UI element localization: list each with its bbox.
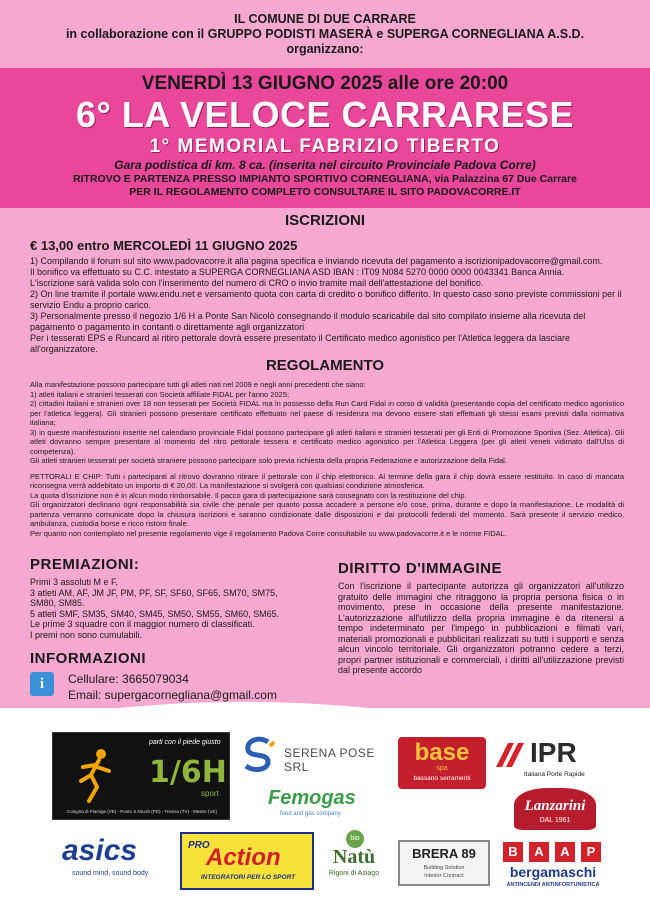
baap-letter: A — [529, 842, 549, 862]
baap-letter: B — [503, 842, 523, 862]
sponsor-sub: food and gas company — [280, 811, 341, 817]
awards-line: 5 atleti SMF, SM35, SM40, SM45, SM50, SM55, SM60, SM65. — [30, 608, 280, 619]
bio-badge: bio — [346, 830, 364, 848]
sponsor-sub: bassano serramenti — [413, 775, 471, 782]
info-icon: i — [30, 672, 54, 696]
sponsor-pro: PRO — [188, 840, 210, 851]
registration-line: 1) Compilando il forum sul sito www.padovacorre.it alla pagina specifica e inviando ricevuta del pagamento a iscrizionipadovacorre@gmail.com. — [30, 256, 603, 266]
rules-text — [30, 380, 624, 538]
sponsor-logo-lanzarini — [506, 788, 604, 834]
sponsor-name: Natù — [332, 846, 376, 868]
rules-line: 1) atleti italiani e stranieri tesserati con Società affiliate FIDAL per l'anno 2025; — [30, 389, 290, 399]
sponsor-sub: Italiana Porte Rapide — [524, 771, 585, 778]
baap-letter: A — [555, 842, 575, 862]
sponsor-name: BRERA 89 — [412, 846, 476, 861]
sponsor-sub: sport — [201, 789, 219, 798]
serena-mark-icon — [240, 736, 276, 772]
sponsor-sub: Rigoni di Asiago — [328, 870, 380, 877]
registration-line: Per i tesserati EPS e Runcard al ritiro pettorale dovrà essere presentato il Certificato medico agonistico per l'Atletica leggera da lasciare all'organizzatore. — [30, 333, 570, 354]
premiazioni-heading: PREMIAZIONI: — [30, 556, 140, 573]
awards-text — [30, 577, 302, 640]
registration-line: 3) Personalmente presso il negozio 1/6 H a Ponte San Nicolò consegnando il modulo scaricabile dal sito compilato insieme alla ricevuta del pagamento o pagamento in contanti o direttamente agli organizzatori — [30, 311, 586, 332]
registration-text — [30, 256, 624, 355]
ipr-mark-icon — [494, 741, 528, 769]
organizer-line-2: in collaborazione con il GRUPPO PODISTI MASERÀ e SUPERGA CORNEGLIANA A.S.D. — [65, 27, 585, 41]
rules-line: La quota d'iscrizione non è in alcun modo rimborsabile. Il pacco gara di partecipazione sarà consegnato con la restituzione del chip. — [30, 490, 467, 500]
sponsor-logo-base — [398, 737, 486, 789]
rules-line: Gli atleti stranieri tesserati per società straniere possono partecipare solo previa richiesta della propria Federazione e autorizzazione della Fidal. — [30, 456, 507, 465]
memorial-subtitle: 1° MEMORIAL FABRIZIO TIBERTO — [149, 136, 501, 157]
sponsor-logo-natu — [322, 830, 386, 894]
awards-line: I premi non sono cumulabili. — [30, 629, 143, 640]
registration-line: 2) On line tramite il portale www.endu.net e versamento quota con carta di credito o bonifico differito. In questo caso sono previste commissioni per il servizio Endu a proprio carico. — [30, 289, 622, 310]
sponsor-name: 1/6H — [149, 755, 227, 790]
registration-line: L'iscrizione sarà valida solo con l'inserimento del numero di CRO o invio tramite mail dell'attestazione del bonifico. — [30, 278, 484, 288]
sponsor-spa: spa — [436, 765, 448, 772]
image-rights-text: Con l'iscrizione il partecipante autorizza gli organizzatori all'utilizzo gratuito delle immagini che ritraggono la propria persona fisica o in movimento, prese in occasione della presente manifestazione. L'autorizzazione all'utilizzo della propria immagine è da ritenersi a tempo indeterminato per l'impego in pubblicazioni e filmati vari, materiali promozionali e pubblicitari realizzati su tutti i supporti e senza alcun vincolo territoriale. Gli organizzatori potranno cedere a terzi, propri partner istituzionali e commerciali, i diritti all'utilizzazione previsti dal presente accordo — [338, 581, 624, 675]
registration-price: € 13,00 entro MERCOLEDÌ 11 GIUGNO 2025 — [30, 238, 298, 253]
organizer-line-3: organizzano: — [286, 42, 364, 56]
sponsor-sub: ANTINCENDI ANTINFORTUNISTICA — [506, 882, 600, 888]
informazioni-heading: INFORMAZIONI — [30, 650, 146, 667]
awards-line: Primi 3 assoluti M e F, — [30, 577, 119, 587]
sponsor-tagline: parti con il piede giusto — [149, 739, 221, 746]
sponsor-logo-asics — [50, 830, 182, 880]
diritto-heading: DIRITTO D'IMMAGINE — [338, 560, 502, 577]
contact-phone[interactable]: Cellulare: 3665079034 — [68, 672, 189, 686]
awards-line: 3 atleti AM, AF, JM JF, PM, PF, SF, SF60, SF65, SM70, SM75, SM80, SM85. — [30, 587, 278, 608]
sponsor-logo-proaction — [180, 832, 314, 890]
sponsor-logo-ipr — [494, 737, 604, 785]
sponsor-sub-line: Interior Contract — [424, 873, 464, 879]
sponsor-name: asics — [62, 834, 138, 867]
rules-website-note: PER IL REGOLAMENTO COMPLETO CONSULTARE IL SITO PADOVACORRE.IT — [129, 186, 521, 198]
rules-line: Alla manifestazione possono partecipare tutti gli atleti nati nel 2009 e negli anni precedenti che siano: — [30, 380, 366, 389]
sponsor-name: Femogas — [268, 787, 356, 809]
sponsor-logo-serena — [240, 734, 394, 774]
sponsor-address: Cologna di Piamige (VE) - Ponte S.Nicolò (PD) - Treviso (TV) - Mestre (VE) — [66, 809, 218, 814]
sponsor-sub: INTEGRATORI PER LO SPORT — [200, 874, 296, 881]
runner-icon — [75, 747, 115, 803]
contact-email[interactable]: Email: supergacornegliana@gmail.com — [68, 688, 277, 702]
sponsor-sub — [400, 864, 488, 880]
baap-letters — [502, 842, 602, 862]
sponsor-name: SERENA POSE SRL — [284, 746, 375, 774]
meeting-point: RITROVO E PARTENZA PRESSO IMPIANTO SPORTIVO CORNEGLIANA, via Palazzina 67 Due Carrare — [73, 173, 577, 185]
sponsor-logo-femogas — [268, 785, 380, 823]
event-date: VENERDÌ 13 GIUGNO 2025 alle ore 20:00 — [141, 73, 509, 94]
sponsor-name: Lanzarini — [524, 798, 586, 814]
sponsor-logo-16h — [52, 732, 230, 820]
rules-line: 2) cittadini Italiani e stranieri over 18 non tesserati per Società FIDAL ma in possesso della Run Card Fidal in corso di validità (presentando copia del certificato medico agonistico per l'atletica leggera). Gli stranieri possono presentare certificato effettuato nel paese di residenza ma devono essere stati effettuati gli stessi esami previsti dalla normativa italiana; — [30, 399, 624, 427]
baap-letter: P — [581, 842, 601, 862]
sponsor-sub-line: Building Solution — [423, 865, 465, 871]
sponsor-name: bergamaschi — [509, 864, 597, 880]
sponsor-logo-brera — [398, 840, 490, 886]
sponsor-name: base — [414, 739, 470, 766]
rules-line: Per quanto non contemplato nel presente regolamento vige il regolamento Padova Corre consultabile su www.padovacorre.it e le norme FIDAL. — [30, 528, 507, 538]
race-description: Gara podistica di km. 8 ca. (inserita nel circuito Provinciale Padova Corre) — [114, 158, 536, 172]
event-title: 6° LA VELOCE CARRARESE — [75, 94, 575, 135]
iscrizioni-heading: ISCRIZIONI — [284, 212, 365, 229]
organizer-line-1: IL COMUNE DI DUE CARRARE — [234, 12, 416, 26]
awards-line: Le prime 3 squadre con il maggior numero di classificati. — [30, 619, 255, 629]
rules-line: Gli organizzatori declinano ogni responsabilità sia civile che penale per quanto possa accadere a persone e/o cose, prima, durante e dopo la manifestazione. Le modalità di partenza verranno comunicate dopo la chiusura iscrizioni e saranno condizionate dalle disposizioni e dai protocolli federali del momento. Sarà presente il servizio medico, ambulanza, custodia borse e ricco ristoro finale. — [30, 500, 624, 528]
sponsor-name: Action — [206, 844, 281, 871]
rules-line: PETTORALI E CHIP: Tutti i partecipanti al ritrovo dovranno ritirare il pettorale con il chip elettronico. Al termine della gara il chip dovrà essere restituito. In caso di mancata riconsegna verrà addebitato un importo di € 20,00. La manifestazione si svolgerà con qualsiasi condizione atmosferica. — [30, 471, 624, 490]
regolamento-heading: REGOLAMENTO — [265, 357, 385, 374]
sponsor-logo-bergamaschi — [500, 842, 606, 902]
sponsor-year: DAL 1961 — [539, 817, 571, 824]
sponsor-sub: sound mind, sound body — [72, 870, 149, 877]
sponsor-name: IPR — [530, 737, 577, 768]
rules-line: 3) in queste manifestazioni inserite nel calendario provinciale Fidal possono partecipare gli atleti italiani e stranieri tesserati per gli Enti di Promozione Sportiva (Sez. Atletica). Gli atleti dovranno sempre presentare al momento del ritro pettorale tessera e certificato medico agonistico per l'Atletica Leggera (per gli atleti veneti vidimato dall'Ulss di competenza). — [30, 427, 624, 456]
organizers — [0, 12, 650, 57]
registration-line: Il bonifico va effettuato su C.C. intestato a SUPERGA CORNEGLIANA ASD IBAN : IT09 N084 5270 0000 0000 0043341 Banca Annia. — [30, 267, 565, 277]
